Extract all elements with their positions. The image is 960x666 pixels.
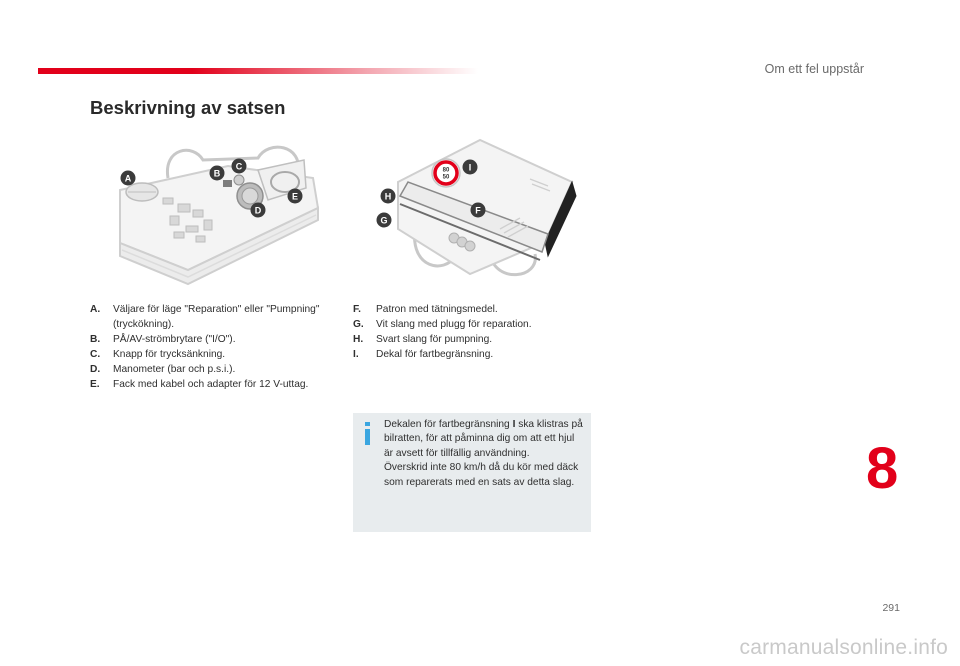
components-list-right — [353, 302, 593, 362]
svg-text:C: C — [235, 161, 243, 172]
figure-sealant-cartridge — [370, 134, 582, 282]
watermark: carmanualsonline.info — [739, 636, 948, 659]
callout-c — [232, 159, 247, 174]
callout-e — [288, 189, 303, 204]
svg-text:F: F — [475, 205, 481, 216]
chapter-number: 8 — [866, 436, 899, 501]
list-item: A. Väljare för läge "Reparation" eller "Pumpning" (tryckökning). — [90, 304, 320, 330]
callout-g — [377, 213, 392, 228]
callout-a — [121, 171, 136, 186]
sticker-speed-50: 50 — [442, 174, 450, 181]
callout-b — [210, 166, 225, 181]
callout-f — [471, 203, 486, 218]
list-item: F. Patron med tätningsmedel. — [353, 304, 498, 315]
callout-i — [463, 160, 478, 175]
svg-text:H: H — [384, 191, 392, 202]
section-header: Om ett fel uppstår — [764, 62, 864, 76]
svg-text:G: G — [380, 215, 388, 226]
list-item: C. Knapp för trycksänkning. — [90, 349, 226, 360]
sticker-speed-80: 80 — [442, 167, 450, 174]
list-item: E. Fack med kabel och adapter för 12 V-uttag. — [90, 379, 309, 390]
svg-text:E: E — [291, 191, 299, 202]
list-item: B. PÅ/AV-strömbrytare ("I/O"). — [90, 334, 236, 345]
list-item: D. Manometer (bar och p.s.i.). — [90, 364, 236, 375]
callout-d — [251, 203, 266, 218]
info-text: Dekalen för fartbegränsning I ska klistras på bilratten, för att påminna dig om att ett hjul är avsett för tillfällig användning. Överskrid inte 80 km/h då du kör med däck som reparerats med en sats av detta slag. — [384, 419, 583, 488]
callout-h — [381, 189, 396, 204]
figure-compressor-kit — [108, 138, 332, 290]
list-item: G. Vit slang med plugg för reparation. — [353, 319, 532, 330]
svg-text:A: A — [124, 173, 132, 184]
svg-text:I: I — [468, 162, 472, 173]
list-item: I. Dekal för fartbegränsning. — [353, 349, 494, 360]
svg-text:B: B — [213, 168, 221, 179]
page-title: Beskrivning av satsen — [90, 97, 286, 118]
svg-text:D: D — [254, 205, 262, 216]
page-number: 291 — [882, 602, 900, 614]
info-icon — [363, 422, 373, 446]
components-list-left — [90, 302, 340, 392]
header-accent-bar — [38, 68, 478, 74]
info-box — [353, 413, 591, 532]
list-item: H. Svart slang för pumpning. — [353, 334, 493, 345]
